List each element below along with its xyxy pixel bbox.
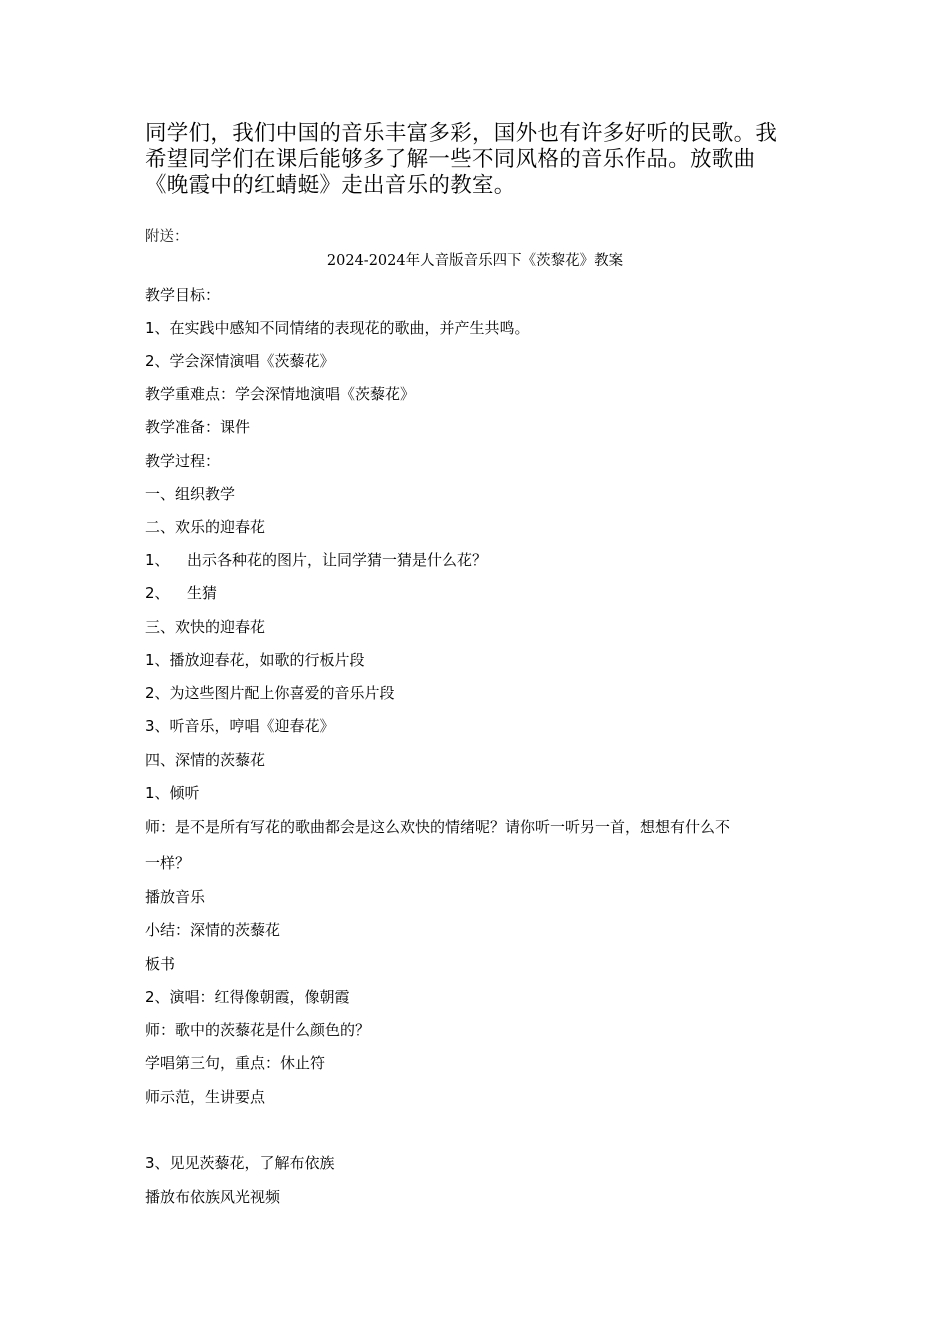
list-item: 3、听音乐，哼唱《迎春花》 <box>145 717 335 735</box>
list-item: 1、倾听 <box>145 784 200 802</box>
list-item: 1、播放迎春花，如歌的行板片段 <box>145 651 365 669</box>
process-heading: 教学过程： <box>145 452 221 470</box>
paragraph-line: 师示范，生讲要点 <box>145 1088 266 1106</box>
intro-line: 同学们，我们中国的音乐丰富多彩，国外也有许多好听的民歌。我 <box>145 121 778 146</box>
key-points: 教学重难点：学会深情地演唱《茨藜花》 <box>145 385 416 403</box>
paragraph-line: 学唱第三句，重点：休止符 <box>145 1054 326 1072</box>
paragraph-line: 播放音乐 <box>145 888 206 906</box>
intro-paragraph <box>145 121 815 199</box>
list-item: 2、演唱：红得像朝霞，像朝霞 <box>145 988 350 1006</box>
intro-line: 《晚霞中的红蜻蜓》走出音乐的教室。 <box>145 173 516 198</box>
list-item <box>145 550 487 570</box>
goal-item: 1、在实践中感知不同情绪的表现花的歌曲，并产生共鸣。 <box>145 319 530 337</box>
appendix-label: 附送： <box>145 229 189 245</box>
preparation: 教学准备：课件 <box>145 418 251 436</box>
list-number: 1、 <box>145 551 170 569</box>
list-item: 3、见见茨藜花，了解布依族 <box>145 1154 335 1172</box>
section-heading: 一、组织教学 <box>145 485 236 503</box>
list-item <box>145 583 217 603</box>
list-item: 2、为这些图片配上你喜爱的音乐片段 <box>145 684 395 702</box>
paragraph-line: 小结：深情的茨藜花 <box>145 921 281 939</box>
list-number: 2、 <box>145 584 170 602</box>
intro-line: 希望同学们在课后能够多了解一些不同风格的音乐作品。放歌曲 <box>145 147 756 172</box>
section-heading: 四、深情的茨藜花 <box>145 751 266 769</box>
list-text: 出示各种花的图片，让同学猜一猜是什么花？ <box>187 551 488 569</box>
teacher-question: 师：歌中的茨藜花是什么颜色的？ <box>145 1021 371 1039</box>
lesson-plan-title: 2024-2024年人音版音乐四下《茨黎花》教案 <box>326 253 624 269</box>
paragraph-line: 播放布依族风光视频 <box>145 1188 281 1206</box>
section-heading: 二、欢乐的迎春花 <box>145 518 266 536</box>
list-text: 生猜 <box>187 584 218 602</box>
paragraph-line: 板书 <box>145 955 176 973</box>
teacher-question: 师：是不是所有写花的歌曲都会是这么欢快的情绪呢？请你听一听另一首，想想有什么不 <box>145 818 731 836</box>
section-heading: 三、欢快的迎春花 <box>145 618 266 636</box>
goal-item: 2、学会深情演唱《茨藜花》 <box>145 352 335 370</box>
teacher-question-cont: 一样？ <box>145 854 191 872</box>
goals-heading: 教学目标： <box>145 286 221 304</box>
